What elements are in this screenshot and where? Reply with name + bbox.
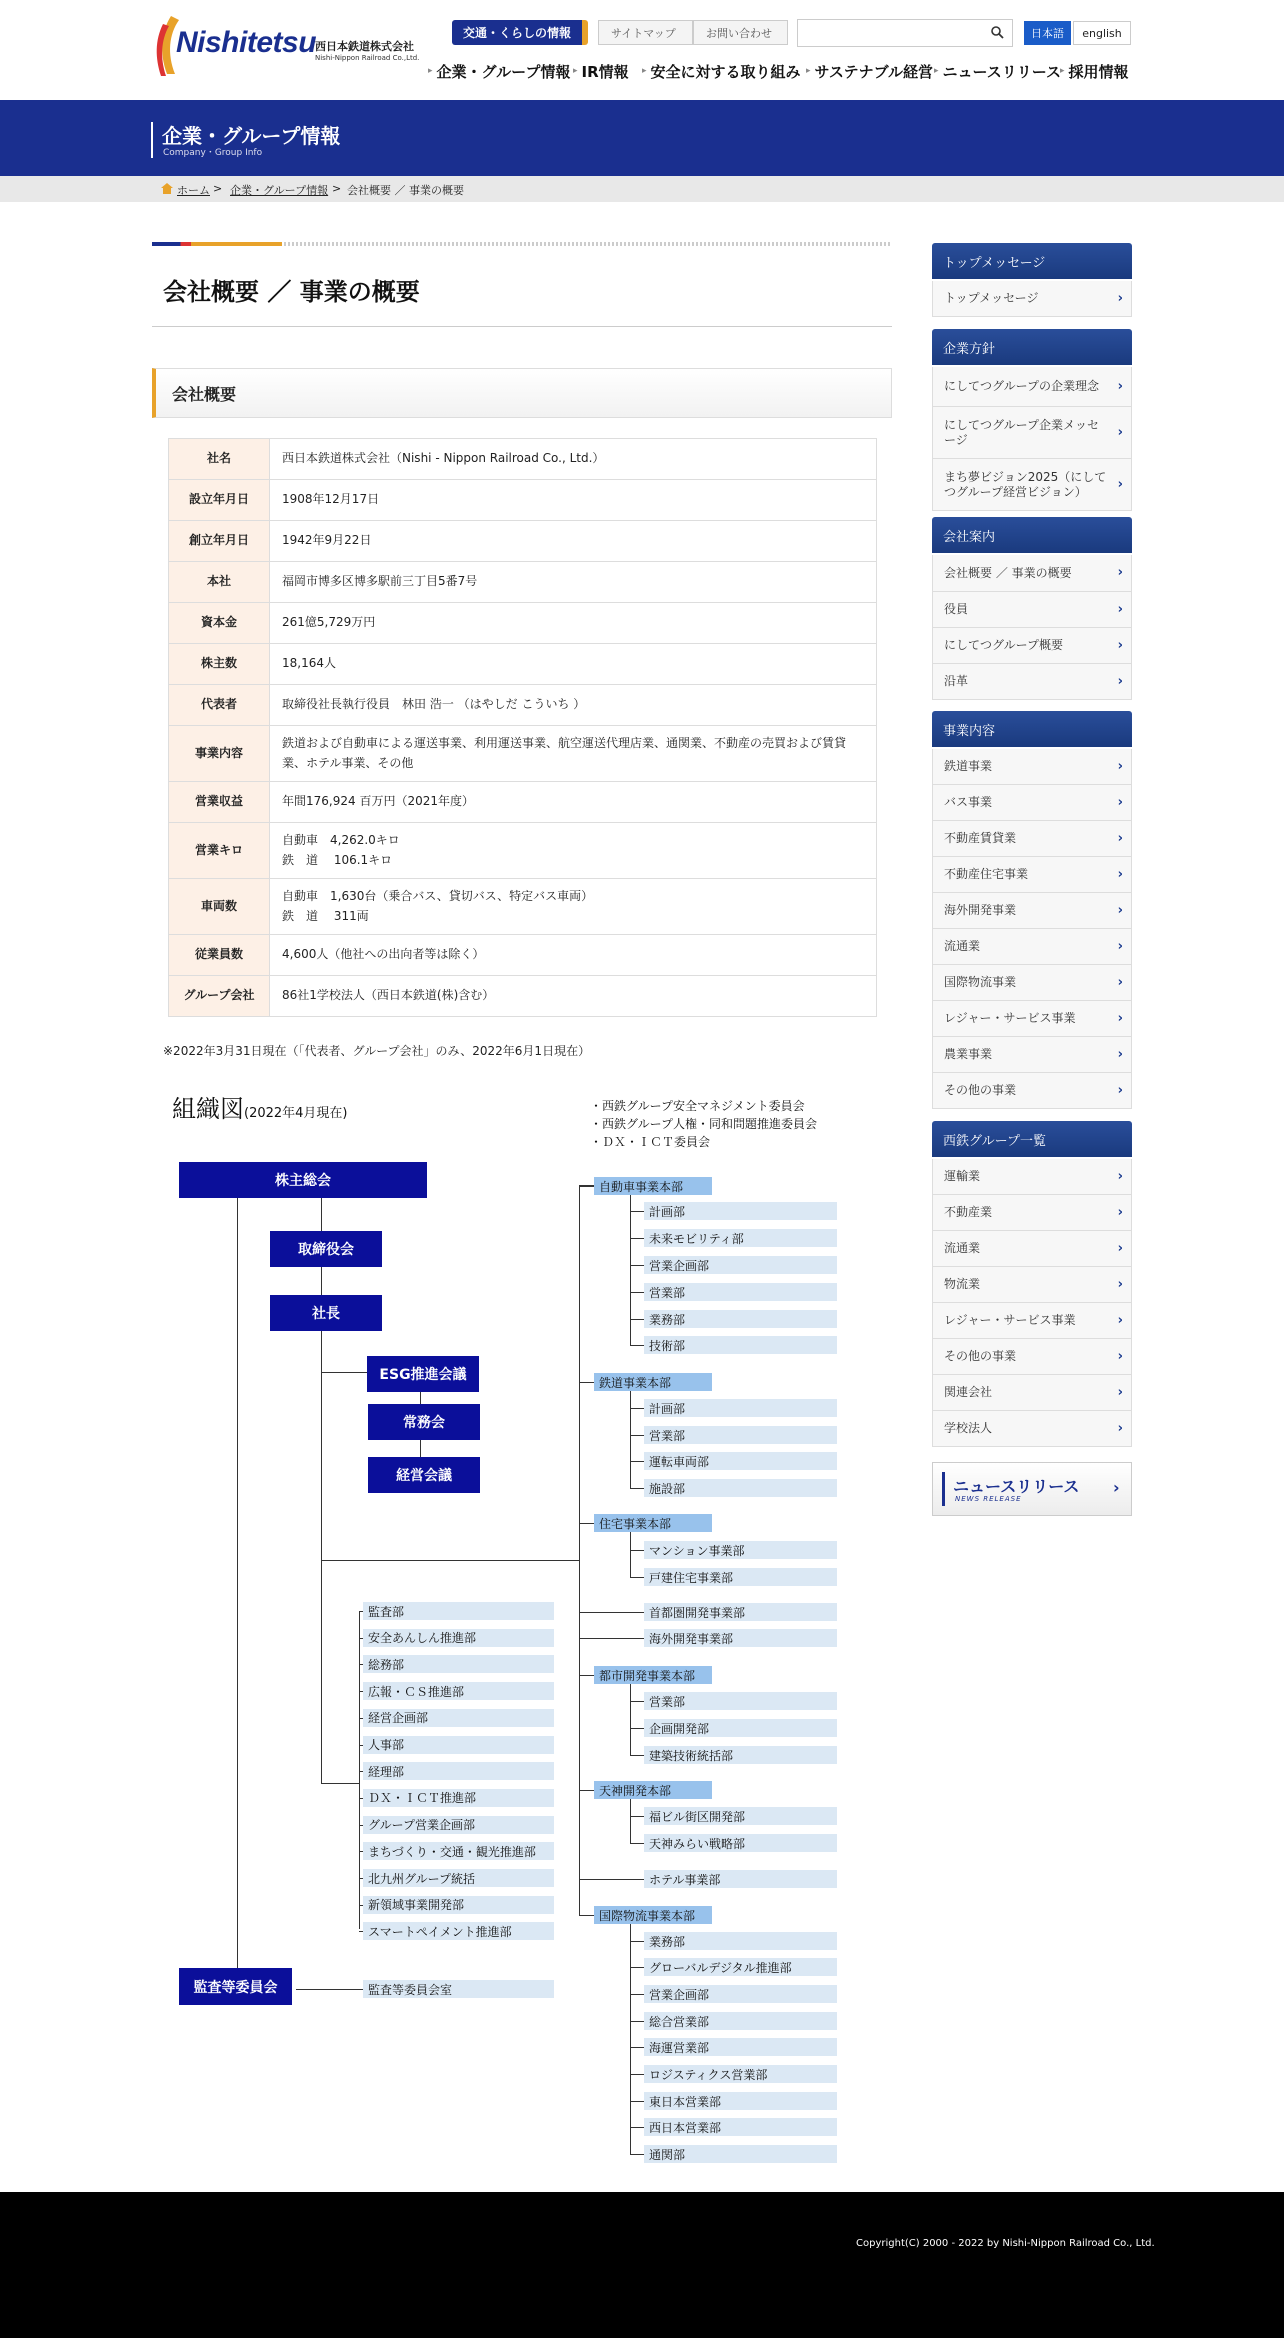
division-dept: 営業企画部 [644,1256,837,1274]
sidebar-item-label: 流通業 [944,1241,981,1255]
chevron-right-icon: › [1117,1312,1123,1328]
row-value: 261億5,729万円 [270,603,877,644]
table-row [169,521,877,562]
staff-dept: 経理部 [363,1762,554,1780]
org-line [359,1931,363,1932]
division-dept: 営業部 [644,1692,837,1710]
audit-committee-office: 監査等委員会室 [363,1980,554,1998]
sidebar-item[interactable] [932,628,1132,664]
committee-item: ・西鉄グループ安全マネジメント委員会 [590,1099,805,1113]
chevron-right-icon: › [1117,1348,1123,1364]
row-value: 取締役社長執行役員 林田 浩一 （はやしだ こういち ） [270,685,877,726]
division-dept: 営業企画部 [644,1985,837,2003]
sidebar-item[interactable] [932,1195,1132,1231]
division-head: 天神開発本部 [594,1781,712,1799]
org-line [359,1611,360,1929]
row-value: 18,164人 [270,644,877,685]
org-line [630,1265,644,1266]
sidebar-item[interactable] [932,281,1132,317]
org-line [630,2154,644,2155]
org-line [321,1197,322,1783]
org-line [630,2074,644,2075]
breadcrumb-home[interactable]: ホーム [177,184,210,197]
sidebar-group-head[interactable]: 企業方針 [932,329,1132,365]
chevron-right-icon: › [1117,902,1123,918]
transport-info-link[interactable]: 交通・くらしの情報 [452,20,588,45]
division-dept: ロジスティクス営業部 [644,2065,837,2083]
sidebar-item[interactable] [932,1339,1132,1375]
org-line [359,1664,363,1665]
staff-dept: 監査部 [363,1602,554,1620]
row-label: 資本金 [169,603,270,644]
sidebar-item[interactable] [932,1375,1132,1411]
staff-dept: グループ営業企画部 [363,1816,554,1834]
chevron-right-icon: › [1117,378,1123,394]
staff-dept: まちづくり・交通・観光推進部 [363,1842,554,1860]
sidebar-item[interactable] [932,459,1132,511]
org-chart-title [172,1089,348,1124]
breadcrumb-current: 会社概要 ／ 事業の概要 [347,184,464,197]
row-value: 西日本鉄道株式会社（Nishi - Nippon Railroad Co., Ltd.） [270,439,877,480]
nav-corporate[interactable]: ▸ 企業・グループ情報 [428,60,570,82]
org-line [359,1798,363,1799]
org-line [359,1611,363,1612]
sidebar-item-label: トップメッセージ [944,291,1039,305]
table-note: ※2022年3月31日現在（「代表者、グループ会社」のみ、2022年6月1日現在） [163,1044,591,1058]
division-dept: 西日本営業部 [644,2118,837,2136]
org-line [630,2047,644,2048]
org-line [630,2101,644,2102]
org-line [321,1783,359,1784]
row-label: 事業内容 [169,726,270,782]
row-value: 1942年9月22日 [270,521,877,562]
search-input[interactable] [797,19,1013,47]
chevron-right-icon: › [1117,290,1123,306]
division-dept: 戸建住宅事業部 [644,1568,837,1586]
company-name-ja: 西日本鉄道株式会社 [315,40,414,53]
org-line [630,2127,644,2128]
table-row [169,685,877,726]
lang-ja-button[interactable]: 日本語 [1024,21,1071,45]
division-dept: 未来モビリティ部 [644,1229,837,1247]
division-dept: 企画開発部 [644,1719,837,1737]
sidebar-group-head[interactable]: 会社案内 [932,517,1132,553]
row-value [270,879,877,935]
row-label: 本社 [169,562,270,603]
chevron-right-icon: › [1117,1420,1123,1436]
org-line [359,1745,363,1746]
org-line [579,1612,644,1613]
chevron-right-icon: › [1117,673,1123,689]
division-dept: 運転車両部 [644,1452,837,1470]
row-value: 福岡市博多区博多駅前三丁目5番7号 [270,562,877,603]
chevron-right-icon: › [1117,866,1123,882]
nav-sustainability[interactable]: ▸ サステナブル経営 [806,60,933,82]
org-title-date: (2022年4月現在) [244,1106,348,1121]
staff-dept: 北九州グループ統括 [363,1869,554,1887]
executive-committee: 常務会 [368,1404,480,1440]
row-value: 1908年12月17日 [270,480,877,521]
nav-news[interactable]: ▸ ニュースリリース [934,60,1061,82]
row-value: 年間176,924 百万円（2021年度） [270,782,877,823]
org-line [630,1435,644,1436]
org-line [630,1994,644,1995]
org-line [630,1391,631,1488]
sidebar-item[interactable] [932,555,1132,592]
division-head: 住宅事業本部 [594,1514,712,1532]
audit-committee: 監査等委員会 [179,1968,292,2005]
row-value-line: 自動車 4,262.0キロ [282,833,400,848]
sidebar-item-label: 役員 [944,602,969,616]
org-line [630,1941,644,1942]
org-line [359,1825,363,1826]
sidebar-item-label: 物流業 [944,1277,981,1291]
chevron-right-icon: › [1117,1384,1123,1400]
company-info-table [168,438,877,1017]
sidebar-item-label: 不動産業 [944,1205,993,1219]
home-icon [161,183,173,194]
news-release-subtitle: NEWS RELEASE [955,1495,1022,1503]
org-line [579,1915,594,1916]
sidebar-item-label: 関連会社 [944,1385,993,1399]
banner-accent [151,122,153,158]
board-of-directors: 取締役会 [270,1231,382,1267]
org-line [579,1186,594,1187]
sidebar-item-label: 国際物流事業 [944,975,1017,989]
staff-dept: 経営企画部 [363,1709,554,1727]
chevron-right-icon: › [1117,1168,1123,1184]
sidebar-group-head[interactable]: 事業内容 [932,711,1132,747]
table-row [169,879,877,935]
sidebar-item[interactable] [932,1411,1132,1447]
sidebar-item-label: まち夢ビジョン2025（にしてつグループ経営ビジョン） [944,469,1107,499]
search-icon[interactable] [990,25,1004,39]
table-row [169,439,877,480]
sidebar-item[interactable] [932,1303,1132,1339]
staff-dept: 総務部 [363,1655,554,1673]
breadcrumb-sep: > [213,182,223,195]
division-dept: 通関部 [644,2145,837,2163]
sidebar-item-label: レジャー・サービス事業 [944,1011,1076,1025]
sidebar-item[interactable] [932,1001,1132,1037]
staff-dept: 人事部 [363,1736,554,1754]
org-line [579,1675,594,1676]
org-line [359,1771,363,1772]
sidebar-item[interactable] [932,929,1132,965]
org-line [630,1211,644,1212]
row-value: 4,600人（他社への出向者等は除く） [270,935,877,976]
table-row [169,562,877,603]
sidebar-item[interactable] [932,1231,1132,1267]
sidebar-item[interactable] [932,407,1132,459]
org-line [579,1790,594,1791]
table-row [169,823,877,879]
sidebar-item[interactable] [932,857,1132,893]
lang-en-button[interactable]: english [1073,21,1131,45]
division-dept: 東日本営業部 [644,2092,837,2110]
table-row [169,480,877,521]
table-row [169,782,877,823]
sidebar-group-head[interactable]: 西鉄グループ一覧 [932,1121,1132,1157]
division-dept: 天神みらい戦略部 [644,1834,837,1852]
divider [152,326,892,327]
chevron-right-icon: › [1117,758,1123,774]
org-line [359,1905,363,1906]
division-dept: 業務部 [644,1310,837,1328]
chevron-right-icon: › [1117,1276,1123,1292]
org-line [630,1755,644,1756]
sitemap-link[interactable]: サイトマップ [598,20,693,45]
row-label: 株主数 [169,644,270,685]
sidebar-item-label: 鉄道事業 [944,759,993,773]
sidebar-item[interactable] [932,1037,1132,1073]
row-value: 86社1学校法人（西日本鉄道(株)含む） [270,976,877,1017]
title-rule-accent [152,242,282,246]
org-line [630,1345,644,1346]
committee-item: ・西鉄グループ人権・同和問題推進委員会 [590,1117,818,1131]
management-council: 経営会議 [368,1457,480,1493]
sidebar-item-label: 学校法人 [944,1421,993,1435]
org-line [630,2021,644,2022]
org-line [630,1843,644,1844]
org-line [630,1728,644,1729]
news-accent [942,1472,945,1506]
sidebar-item[interactable] [932,965,1132,1001]
row-value: 鉄道および自動車による運送事業、利用運送事業、航空運送代理店業、通関業、不動産の売買および賃貸業、ホテル事業、その他 [270,726,877,782]
sidebar-item[interactable] [932,821,1132,857]
sidebar-item-label: 不動産賃貸業 [944,831,1017,845]
division-standalone: ホテル事業部 [644,1870,837,1888]
sidebar-item-label: 運輸業 [944,1169,981,1183]
division-dept: マンション事業部 [644,1541,837,1559]
committee-item: ・ＤＸ・ＩＣＴ委員会 [590,1135,711,1149]
chevron-right-icon: › [1117,938,1123,954]
sidebar-item-label: レジャー・サービス事業 [944,1313,1076,1327]
chevron-right-icon: › [1117,1046,1123,1062]
org-line [630,1577,644,1578]
sidebar-item[interactable] [932,592,1132,628]
sidebar-item-label: 海外開発事業 [944,903,1017,917]
staff-dept: 広報・ＣＳ推進部 [363,1682,554,1700]
banner-subtitle: Company・Group Info [163,148,263,158]
banner-title: 企業・グループ情報 [162,124,341,148]
sidebar-item-label: にしてつグループ企業メッセージ [944,417,1100,447]
org-line [359,1878,363,1879]
footer [0,2192,1284,2338]
chevron-right-icon: › [1117,1010,1123,1026]
staff-dept: ＤＸ・ＩＣＴ推進部 [363,1789,554,1807]
shareholders-meeting: 株主総会 [179,1162,427,1198]
sidebar-item[interactable] [932,749,1132,785]
row-value-line: 鉄 道 106.1キロ [282,852,393,867]
org-line [359,1691,363,1692]
sidebar-item-label: バス事業 [944,795,993,809]
sidebar-item-label: 沿革 [944,674,969,688]
org-line [630,1799,631,1843]
table-row [169,644,877,685]
division-dept: 総合営業部 [644,2012,837,2030]
division-dept: 建築技術統括部 [644,1746,837,1764]
chevron-right-icon: › [1113,1478,1120,1497]
table-row [169,976,877,1017]
chevron-right-icon: › [1117,601,1123,617]
org-line [579,1523,594,1524]
esg-council: ESG推進会議 [367,1356,479,1392]
company-name-en: Nishi-Nippon Railroad Co.,Ltd. [315,54,420,62]
contact-link[interactable]: お問い合わせ [693,20,788,45]
breadcrumb-section[interactable]: 企業・グループ情報 [230,184,329,197]
org-line [321,1372,367,1373]
staff-dept: スマートペイメント推進部 [363,1922,554,1940]
sidebar-item-label: その他の事業 [944,1083,1017,1097]
division-dept: 海運営業部 [644,2038,837,2056]
org-line [630,1292,644,1293]
sidebar-item-label: 農業事業 [944,1047,993,1061]
division-head: 鉄道事業本部 [594,1373,712,1391]
division-head: 都市開発事業本部 [594,1666,712,1684]
sidebar-item-label: にしてつグループ概要 [944,638,1064,652]
org-line [630,1550,644,1551]
staff-dept: 新領域事業開発部 [363,1896,554,1914]
org-line [359,1851,363,1852]
sidebar-item-label: にしてつグループの企業理念 [944,379,1100,393]
row-label: 創立年月日 [169,521,270,562]
sidebar-item[interactable] [932,664,1132,700]
org-title-text: 組織図 [172,1095,244,1123]
division-standalone: 首都圏開発事業部 [644,1603,837,1621]
org-line [237,1197,238,1993]
section-title: 会社概要 [152,368,892,418]
chevron-right-icon: › [1117,564,1123,580]
division-dept: 業務部 [644,1932,837,1950]
org-line [579,1879,644,1880]
org-line [579,1382,594,1383]
division-head: 自動車事業本部 [594,1177,712,1195]
row-label: 従業員数 [169,935,270,976]
sidebar-group-head[interactable]: トップメッセージ [932,243,1132,279]
chevron-right-icon: › [1117,476,1123,492]
table-row [169,603,877,644]
sidebar-item-label: 不動産住宅事業 [944,867,1029,881]
division-dept: 福ビル街区開発部 [644,1807,837,1825]
org-line [630,1684,631,1755]
row-label: 社名 [169,439,270,480]
row-label: 設立年月日 [169,480,270,521]
nav-safety[interactable]: ▸ 安全に対する取り組み [642,60,801,82]
sidebar-item[interactable] [932,785,1132,821]
org-line [630,1701,644,1702]
row-label: 代表者 [169,685,270,726]
chevron-right-icon: › [1117,1082,1123,1098]
division-dept: 計画部 [644,1399,837,1417]
page-title: 会社概要 ／ 事業の概要 [163,278,420,306]
org-line [630,1408,644,1409]
row-value-line: 自動車 1,630台（乗合バス、貸切バス、特定バス車両） [282,889,594,904]
row-label: グループ会社 [169,976,270,1017]
row-value [270,823,877,879]
chevron-right-icon: › [1117,974,1123,990]
sidebar-item[interactable] [932,367,1132,407]
table-row [169,935,877,976]
org-line [359,1718,363,1719]
staff-dept: 安全あんしん推進部 [363,1629,554,1647]
logo-wordmark[interactable]: Nishitetsu [176,26,317,59]
sidebar-item-label: 流通業 [944,939,981,953]
org-line [630,1816,644,1817]
table-row [169,726,877,782]
org-line [630,1238,644,1239]
breadcrumb-sep: > [332,182,342,195]
row-label: 営業収益 [169,782,270,823]
division-dept: 営業部 [644,1283,837,1301]
division-dept: 技術部 [644,1336,837,1354]
chevron-right-icon: › [1117,1240,1123,1256]
row-label: 営業キロ [169,823,270,879]
sidebar-item[interactable] [932,1073,1132,1109]
chevron-right-icon: › [1117,424,1123,440]
org-line [579,1638,644,1639]
org-line [630,1532,631,1577]
division-dept: 計画部 [644,1202,837,1220]
org-line [630,1967,644,1968]
chevron-right-icon: › [1117,794,1123,810]
sidebar-item[interactable] [932,1159,1132,1195]
org-line [630,1488,644,1489]
division-dept: グローバルデジタル推進部 [644,1958,837,1976]
org-line [630,1924,631,2154]
org-line [630,1461,644,1462]
nav-recruit[interactable]: ▸ 採用情報 [1060,60,1129,82]
org-line [630,1195,631,1345]
org-line [630,1319,644,1320]
division-dept: 営業部 [644,1426,837,1444]
org-line [296,1989,364,1990]
org-line [321,1560,579,1561]
nav-ir[interactable]: ▸ IR情報 [573,60,629,82]
sidebar-item[interactable] [932,893,1132,929]
sidebar-item[interactable] [932,1267,1132,1303]
president: 社長 [270,1295,382,1331]
division-head: 国際物流事業本部 [594,1906,712,1924]
sidebar-item-label: 会社概要 ／ 事業の概要 [944,565,1072,580]
chevron-right-icon: › [1117,637,1123,653]
row-label: 車両数 [169,879,270,935]
sidebar-item-label: その他の事業 [944,1349,1017,1363]
copyright: Copyright(C) 2000 - 2022 by Nishi-Nippon Railroad Co., Ltd. [856,2238,1155,2249]
org-line [359,1638,363,1639]
row-value-line: 鉄 道 311両 [282,908,369,923]
news-release-title: ニュースリリース [953,1477,1080,1496]
org-line [579,1185,580,1915]
division-standalone: 海外開発事業部 [644,1629,837,1647]
division-dept: 施設部 [644,1479,837,1497]
chevron-right-icon: › [1117,1204,1123,1220]
chevron-right-icon: › [1117,830,1123,846]
